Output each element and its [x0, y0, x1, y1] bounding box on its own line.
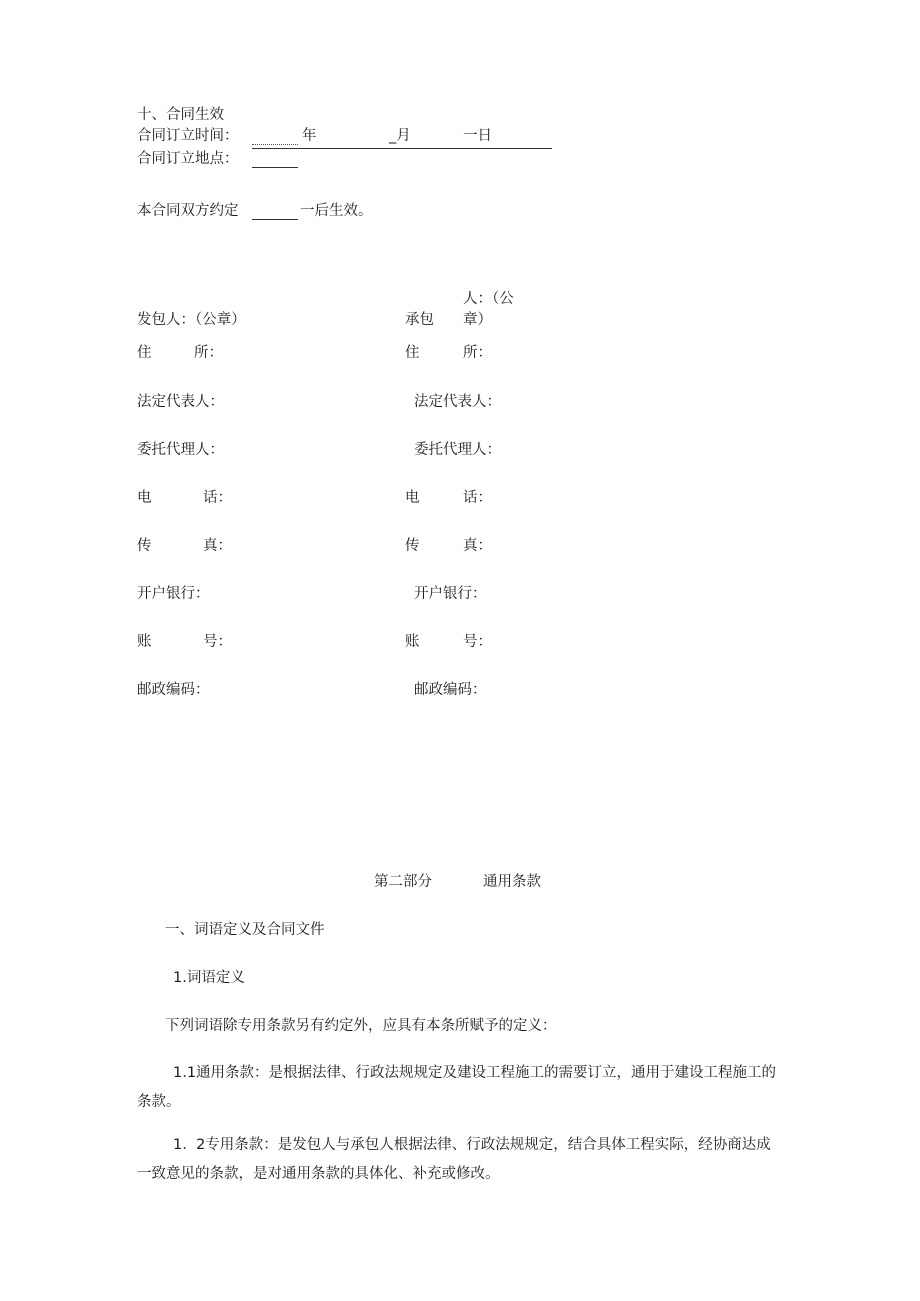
- section1-heading: 一、词语定义及合同文件: [165, 922, 325, 938]
- employer-account-b: 号：: [203, 634, 232, 650]
- contractor-bank: 开户银行：: [414, 586, 487, 602]
- clause-1-2-number: 1.: [173, 1137, 187, 1153]
- employer-phone-a: 电: [137, 490, 152, 506]
- month-text: _月: [389, 128, 411, 144]
- year-text: 年: [302, 128, 317, 144]
- contractor-title-top: 人：（公: [463, 291, 514, 307]
- part2-title-a: 第二部分: [374, 874, 432, 890]
- contractor-address-b: 所：: [463, 345, 492, 361]
- contractor-account-b: 号：: [463, 634, 492, 650]
- employer-bank: 开户银行：: [137, 586, 210, 602]
- day-text: 一日: [463, 128, 492, 144]
- contract-time-label: 合同订立时间：: [137, 128, 239, 144]
- contractor-account-a: 账: [405, 634, 420, 650]
- employer-fax-a: 传: [137, 538, 152, 554]
- employer-account-a: 账: [137, 634, 152, 650]
- employer-phone-b: 话：: [203, 490, 232, 506]
- contractor-phone-b: 话：: [463, 490, 492, 506]
- employer-legal-rep: 法定代表人：: [137, 394, 224, 410]
- employer-address-a: 住: [137, 345, 152, 361]
- contractor-postal: 邮政编码：: [414, 682, 487, 698]
- effect-blank[interactable]: [252, 207, 298, 220]
- part2-title-b: 通用条款: [483, 874, 541, 890]
- contractor-address-a: 住: [405, 345, 420, 361]
- employer-title: 发包人：（公章）: [137, 312, 246, 328]
- contractor-agent: 委托代理人：: [414, 442, 501, 458]
- contractor-title-b: 章）: [463, 312, 492, 328]
- date-underline: [252, 148, 552, 149]
- employer-fax-b: 真：: [203, 538, 232, 554]
- month-label: 月: [396, 128, 411, 144]
- contractor-phone-a: 电: [405, 490, 420, 506]
- contractor-fax-b: 真：: [463, 538, 492, 554]
- place-blank[interactable]: [252, 155, 298, 168]
- clause-1-1: 1.1通用条款：是根据法律、行政法规规定及建设工程施工的需要订立，通用于建设工程施工的条款。: [137, 1065, 777, 1110]
- definitions-intro: 下列词语除专用条款另有约定外，应具有本条所赋予的定义：: [165, 1018, 557, 1034]
- clause-1-2-text: 2专用条款：是发包人与承包人根据法律、行政法规规定，结合具体工程实际，经协商达成一致意见的条款，是对通用条款的具体化、补充或修改。: [137, 1137, 771, 1182]
- section-heading: 十、合同生效: [137, 107, 224, 123]
- year-blank[interactable]: [252, 132, 298, 145]
- employer-address-b: 所：: [194, 345, 223, 361]
- subsection-heading: 1.词语定义: [173, 970, 245, 986]
- employer-postal: 邮政编码：: [137, 682, 210, 698]
- effect-prefix: 本合同双方约定: [137, 203, 239, 219]
- clause-1-2: [137, 1131, 782, 1189]
- contract-place-label: 合同订立地点：: [137, 151, 239, 167]
- contractor-legal-rep: 法定代表人：: [414, 394, 501, 410]
- contractor-title-a: 承包: [405, 312, 434, 328]
- employer-agent: 委托代理人：: [137, 442, 224, 458]
- effect-suffix: 一后生效。: [300, 203, 373, 219]
- contractor-fax-a: 传: [405, 538, 420, 554]
